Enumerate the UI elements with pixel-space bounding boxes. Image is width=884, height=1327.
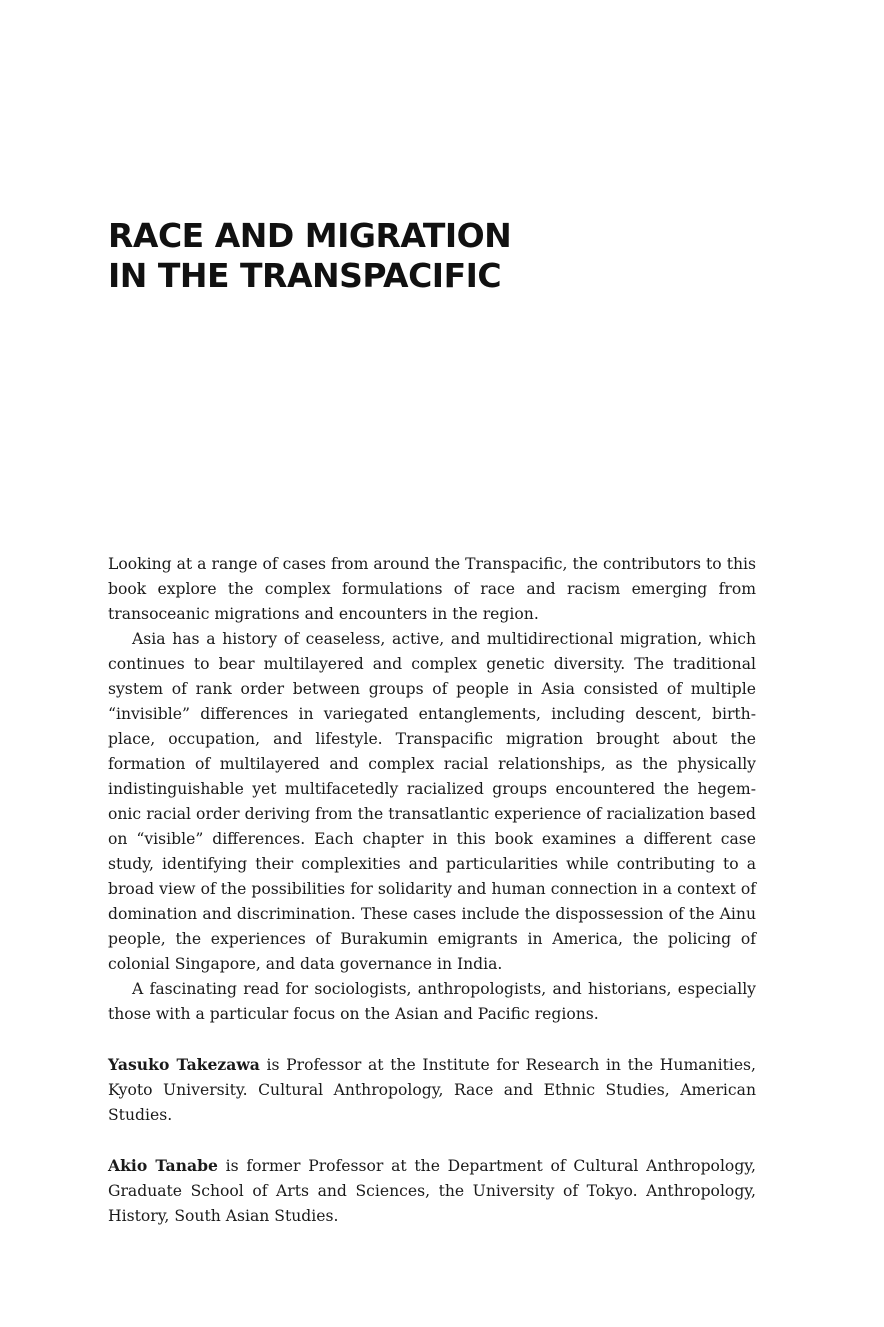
book-title — [108, 216, 768, 296]
book-title-line-1: RACE AND MIGRATION — [108, 216, 512, 255]
description-paragraph-2: Asia has a history of ceaseless, active, and multidirectional migration, which continues to bear multilayered and complex genetic diversity. The traditional system of rank order between groups of people in Asia consisted of multiple “invisible” differences in variegated entanglements, including descent, birthplace, occupation, and lifestyle. Transpacific migration brought about the formation of multilayered and complex racial relationships, as the physically indistinguishable yet multifacetedly racialized groups encountered the hegemonic racial order deriving from the transatlantic experience of racialization based on “visible” differences. Each chapter in this book examines a different case study, identifying their complexities and particularities while contributing to a broad view of the possibilities for solidarity and human connection in a context of domination and discrimination. These cases include the dispossession of the Ainu people, the experiences of Burakumin emigrants in America, the policing of colonial Singapore, and data governance in India. — [108, 630, 756, 973]
author-bio-text-takezawa: is Professor at the Institute for Research in the Humanities, Kyoto University. Cultural Anthropology, Race and Ethnic Studies, American Studies. — [108, 1056, 757, 1124]
book-description — [108, 552, 756, 1229]
book-title-line-2: IN THE TRANSPACIFIC — [108, 256, 502, 295]
author-name-takezawa: Yasuko Takezawa — [108, 1055, 260, 1074]
author-bio-takezawa — [108, 1052, 756, 1128]
author-bio-text-tanabe: is former Professor at the Department of Cultural Anthropology, Graduate School of Arts and Sciences, the University of Tokyo. Anthropology, History, South Asian Studies. — [108, 1157, 756, 1225]
description-paragraph-3: A fascinating read for sociologists, anthropologists, and historians, especially those with a particular focus on the Asian and Pacific regions. — [108, 980, 756, 1023]
author-name-tanabe: Akio Tanabe — [108, 1156, 218, 1175]
description-paragraph-1: Looking at a range of cases from around the Transpacific, the contributors to this book explore the complex formulations of race and racism emerging from transoceanic migrations and encounters in the region. — [108, 555, 756, 623]
author-bio-tanabe — [108, 1153, 756, 1229]
